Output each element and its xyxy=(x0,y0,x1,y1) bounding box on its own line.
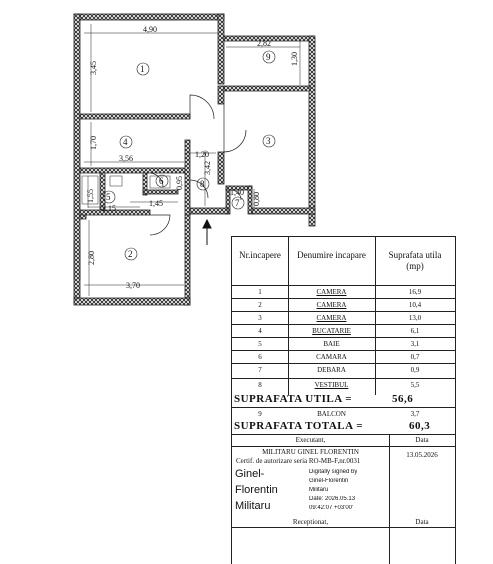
dim-label: 2,80 xyxy=(87,251,96,265)
row-area: 10,4 xyxy=(408,301,422,309)
suprafata-totala-label: SUPRAFATA TOTALA = xyxy=(234,420,363,432)
row-nr: 7 xyxy=(258,366,262,374)
row-nr: 5 xyxy=(258,340,262,348)
dim-label: 1,55 xyxy=(86,189,95,203)
row-name: BAIE xyxy=(323,340,340,348)
row-nr: 4 xyxy=(258,327,262,335)
row-area: 0,7 xyxy=(410,353,420,361)
room-number: 1 xyxy=(140,64,145,74)
signature-detail-line: Date: 2026.05.13 xyxy=(309,496,356,502)
data-label-2: Data xyxy=(415,518,429,526)
dim-label: 0,80 xyxy=(252,192,261,206)
row-name: CAMERA xyxy=(316,314,347,322)
row-name: CAMERA xyxy=(316,288,347,296)
row-name: BUCATARIE xyxy=(312,327,351,335)
dim-label: 1,20 xyxy=(195,150,209,159)
row-area: 6,1 xyxy=(410,327,420,335)
row-name: DEBARA xyxy=(317,366,346,374)
row-name: CAMERA xyxy=(316,301,347,309)
table-row xyxy=(232,298,455,311)
table-row xyxy=(232,363,455,376)
table-row xyxy=(232,378,455,391)
signature-detail-line: 09:42:07 +03'00' xyxy=(309,505,354,511)
dim-label: 2,15 xyxy=(102,204,116,213)
dim-label: 3,42 xyxy=(203,161,212,175)
room-number: 2 xyxy=(128,249,133,259)
dim-label: 1,45 xyxy=(149,199,163,208)
table-row xyxy=(232,285,455,298)
row-nr: 6 xyxy=(258,353,262,361)
dim-label: 1,70 xyxy=(89,136,98,150)
row-nr: 2 xyxy=(258,301,262,309)
room-number: 8 xyxy=(200,179,205,189)
header-area: Suprafata utila (mp) xyxy=(388,250,442,271)
dim-label: 3,45 xyxy=(89,61,98,75)
dim-label: 1,40 xyxy=(230,188,244,197)
suprafata-totala-value: 60,3 xyxy=(409,420,431,432)
table-row xyxy=(232,350,455,363)
row-area: 0,9 xyxy=(410,366,420,374)
row-area: 3,1 xyxy=(410,340,420,348)
row-nr: 8 xyxy=(258,381,262,389)
room-number: 3 xyxy=(266,136,271,146)
area-table xyxy=(231,236,456,564)
room-number: 6 xyxy=(159,176,164,186)
row-area: 3,7 xyxy=(410,410,420,418)
signature-detail-line: Militaru xyxy=(309,487,329,493)
signature-name-line: Ginel- xyxy=(235,468,265,480)
table-row xyxy=(232,311,455,324)
receptionat-label: Receptionat, xyxy=(292,518,329,526)
row-area: 16,9 xyxy=(408,288,422,296)
suprafata-utila-label: SUPRAFATA UTILA = xyxy=(234,393,353,405)
room-number: 7 xyxy=(235,198,240,208)
table-row xyxy=(232,337,455,350)
row-nr: 3 xyxy=(258,314,262,322)
dim-label: 3,56 xyxy=(119,154,133,163)
room-number: 5 xyxy=(106,192,111,202)
row-name: CAMARA xyxy=(316,353,347,361)
row-name: VESTIBUL xyxy=(314,381,349,389)
executant-label: Executant, xyxy=(295,436,326,444)
dim-label: 0,95 xyxy=(175,176,184,190)
dim-label: 4,90 xyxy=(143,25,157,34)
executant-name: MILITARU GINEL FLORENTIN xyxy=(262,448,359,456)
header-name: Denumire incapare xyxy=(297,250,366,260)
signature-name-line: Militaru xyxy=(235,500,271,512)
dim-label: 3,70 xyxy=(126,281,140,290)
digital-signature xyxy=(235,468,385,524)
date-value: 13.05.2026 xyxy=(406,451,438,459)
suprafata-utila-value: 56,6 xyxy=(392,393,414,405)
dim-label: 2,82 xyxy=(257,39,271,48)
row-nr: 1 xyxy=(258,288,262,296)
entrance-arrow-icon xyxy=(203,220,211,245)
signature-detail-line: Digitally signed by xyxy=(309,469,358,475)
row-name: BALCON xyxy=(317,410,346,418)
table-row xyxy=(232,324,455,337)
certificate: Certif. de autorizare seria RO-MB-F,nr.0031 xyxy=(236,457,361,465)
signature-name-line: Florentin xyxy=(235,484,278,496)
room-number: 9 xyxy=(266,52,271,62)
table-row-balcon xyxy=(232,408,455,420)
header-nr: Nr.incapere xyxy=(239,250,281,260)
room-number: 4 xyxy=(123,137,128,147)
signature-detail-line: Ginel-Florentin xyxy=(309,478,349,484)
row-nr: 9 xyxy=(258,410,262,418)
row-area: 13,0 xyxy=(408,314,422,322)
dim-label: 1,30 xyxy=(290,52,299,66)
data-label: Data xyxy=(415,436,429,444)
row-area: 5,5 xyxy=(410,381,420,389)
